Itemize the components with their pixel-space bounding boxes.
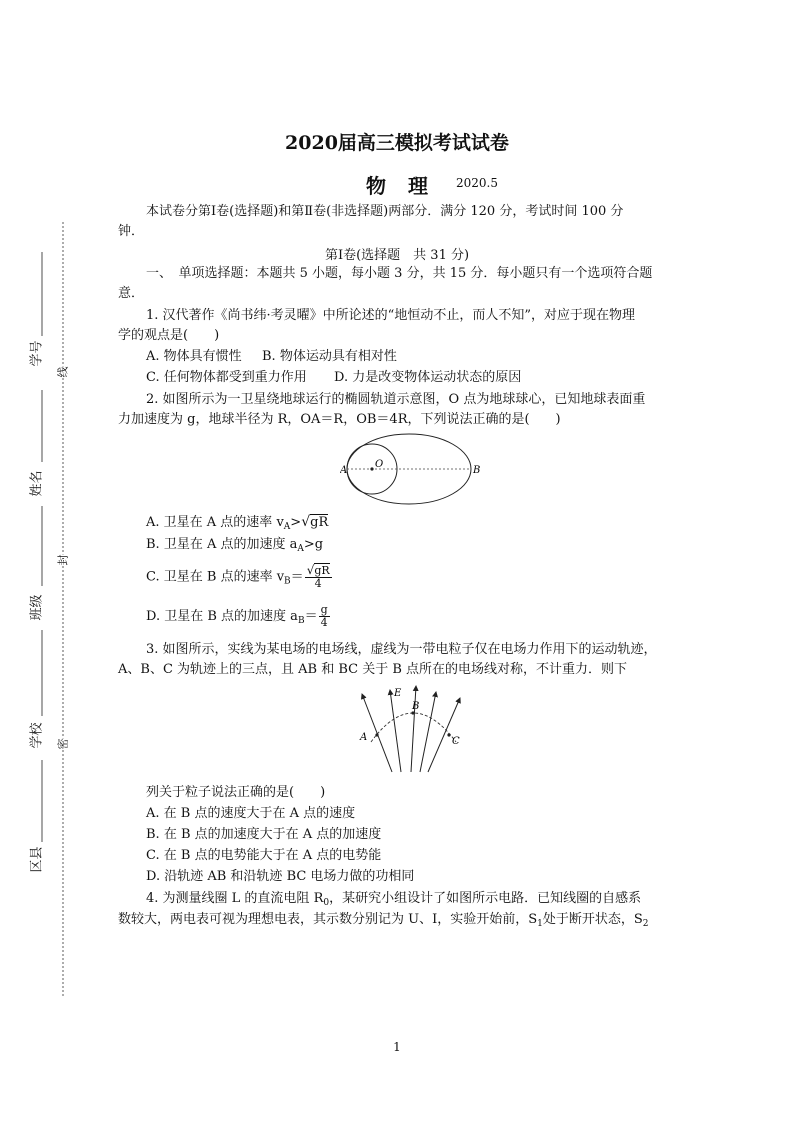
intro-line-2: 钟． xyxy=(118,224,145,239)
field-label-b: B xyxy=(412,701,420,712)
section-instructions-1: 一、 单项选择题：本题共 5 小题，每小题 3 分，共 15 分．每小题只有一个选项符合题 xyxy=(146,266,653,281)
field-label-c: C xyxy=(452,736,460,747)
field-label-e: E xyxy=(394,688,402,699)
orbit-label-a: A xyxy=(340,465,348,476)
q2-stem-2: 力加速度为 g，地球半径为 R，OA＝R，OB＝4R，下列说法正确的是( ) xyxy=(118,412,561,427)
exam-title: 2020届高三模拟考试试卷 xyxy=(285,132,509,154)
page-number: 1 xyxy=(393,1040,401,1054)
q1-option-c: C. 任何物体都受到重力作用 xyxy=(146,370,307,385)
q3-stem-2: A、B、C 为轨迹上的三点，且 AB 和 BC 关于 B 点所在的电场线对称，不计重力．则下 xyxy=(118,662,628,677)
section-instructions-2: 意． xyxy=(118,286,145,301)
q2-option-c: C. 卫星在 B 点的速率 $v_B=$ $\frac{√gR}{4}$ xyxy=(146,563,330,590)
q3-option-c: C. 在 B 点的电势能大于在 A 点的电势能 xyxy=(146,848,382,863)
field-class-label: 班级 xyxy=(29,594,45,621)
q4-stem-2: 数较大，两电表可视为理想电表，其示数分别记为 U、I，实验开始前，$S_1$处于断开状态，$S_2$ xyxy=(118,912,649,929)
field-name-label: 姓名 xyxy=(29,470,45,497)
field-school-label: 学校 xyxy=(29,722,45,749)
seal-mark-xian: 线 xyxy=(56,366,70,378)
orbit-label-b: B xyxy=(473,465,481,476)
q3-stem-1: 3. 如图所示，实线为某电场的电场线，虚线为一带电粒子仅在电场力作用下的运动轨迹， xyxy=(146,642,657,657)
field-label-a: A xyxy=(360,732,368,743)
intro-line-1: 本试卷分第Ⅰ卷(选择题)和第Ⅱ卷(非选择题)两部分．满分 120 分，考试时间 100 分 xyxy=(146,204,624,219)
seal-mark-feng: 封 xyxy=(56,554,70,566)
orbit-diagram xyxy=(340,432,490,516)
electric-field-diagram xyxy=(356,684,466,776)
subject-title: 物理 xyxy=(366,174,450,198)
q2-stem-1: 2. 如图所示为一卫星绕地球运行的椭圆轨道示意图，O 点为地球球心，已知地球表面重 xyxy=(146,392,646,407)
q1-option-a: A. 物体具有惯性 xyxy=(146,349,242,364)
q3-option-d: D. 沿轨迹 AB 和沿轨迹 BC 电场力做的功相同 xyxy=(146,869,415,884)
q1-option-d: D. 力是改变物体运动状态的原因 xyxy=(334,370,522,385)
binding-margin xyxy=(0,0,90,1123)
q3-option-b: B. 在 B 点的加速度大于在 A 点的加速度 xyxy=(146,827,382,842)
q4-stem-1: 4. 为测量线圈 L 的直流电阻 $R_0$，某研究小组设计了如图所示电路．已知线圈的自感系 xyxy=(146,891,642,908)
q2-option-d: D. 卫星在 B 点的加速度 $a_B=$ $\frac{g}{4}$ xyxy=(146,603,328,629)
field-district-label: 区县 xyxy=(29,846,45,873)
q2-option-a: A. 卫星在 A 点的速率 $v_A>√gR$ xyxy=(146,514,329,532)
q2-option-b: B. 卫星在 A 点的加速度 $a_A>g$ xyxy=(146,537,324,554)
orbit-label-o: O xyxy=(375,459,384,470)
section-title: 第Ⅰ卷(选择题 共 31 分) xyxy=(324,248,470,263)
q1-option-b: B. 物体运动具有相对性 xyxy=(262,349,397,364)
binding-lines xyxy=(0,0,90,1123)
q1-stem-1: 1. 汉代著作《尚书纬·考灵曜》中所论述的“地恒动不止，而人不知”，对应于现在物理 xyxy=(146,308,635,323)
q3-stem-3: 列关于粒子说法正确的是( ) xyxy=(146,785,326,800)
exam-date: 2020.5 xyxy=(456,176,498,190)
field-student-id-label: 学号 xyxy=(29,340,45,367)
seal-mark-mi: 密 xyxy=(56,738,70,750)
q3-option-a: A. 在 B 点的速度大于在 A 点的速度 xyxy=(146,806,356,821)
q1-stem-2: 学的观点是( ) xyxy=(118,328,220,343)
